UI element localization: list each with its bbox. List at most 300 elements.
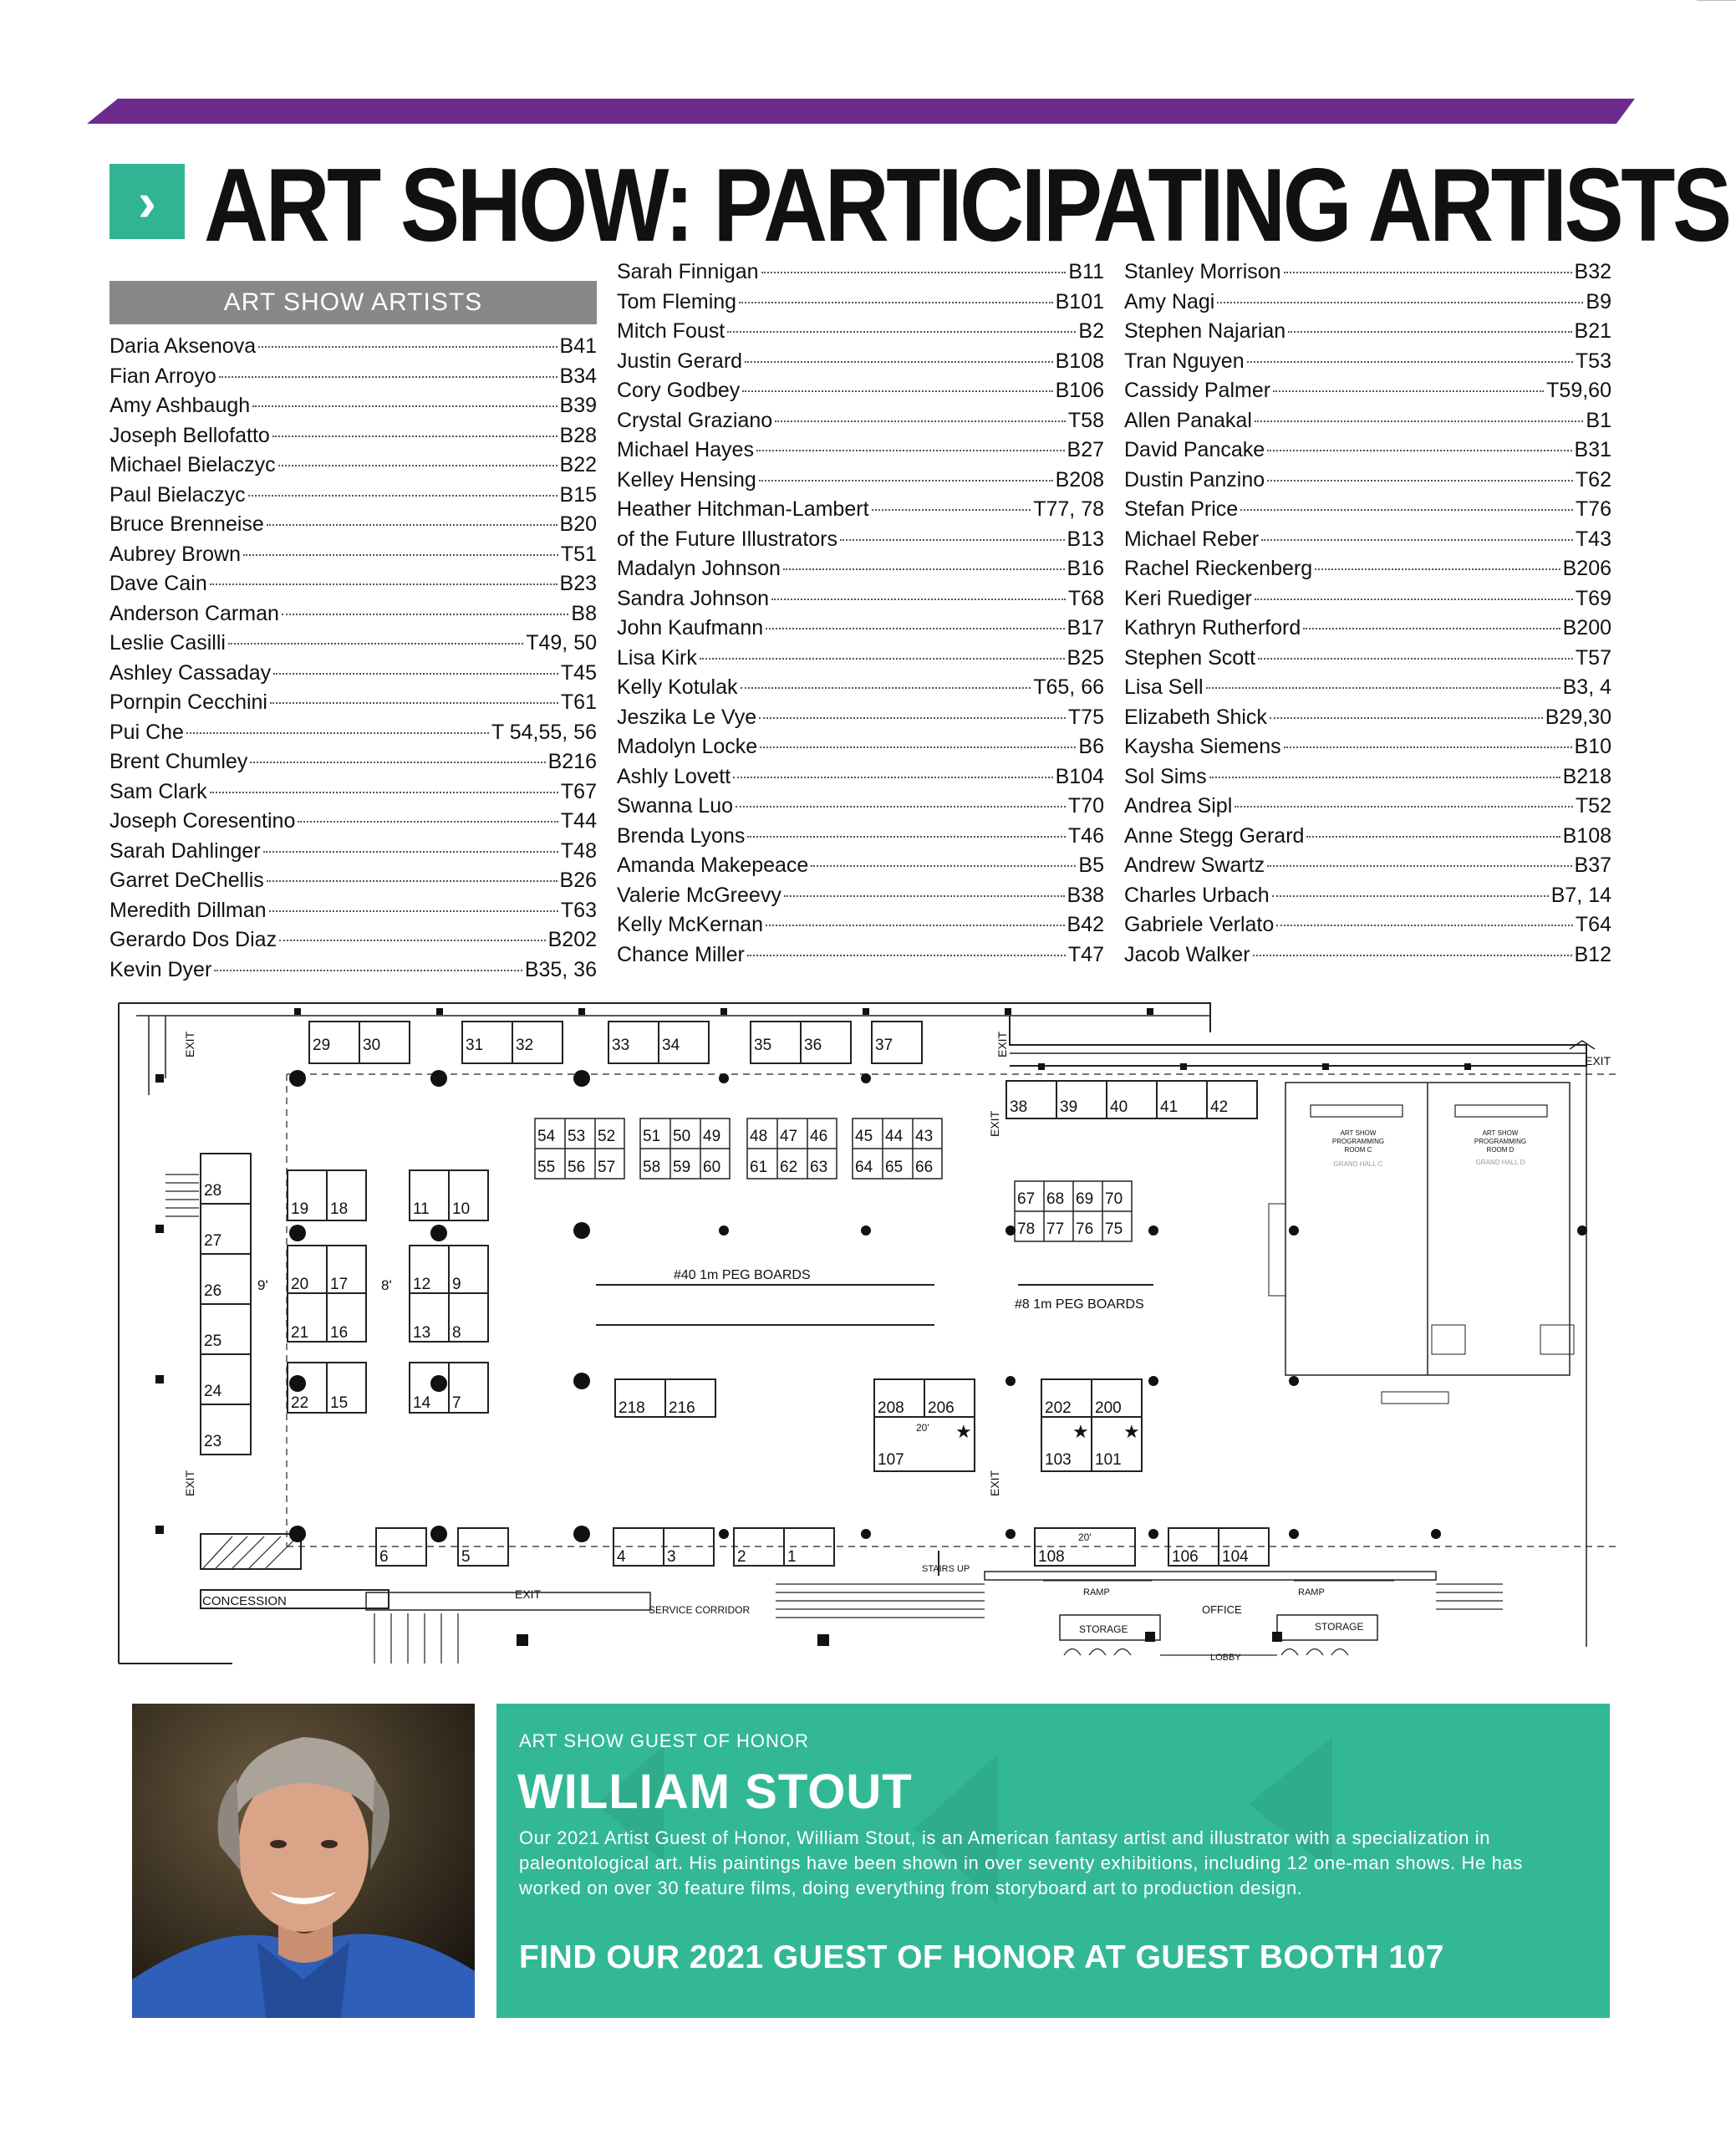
leader-dots — [1267, 480, 1573, 482]
artist-row — [1124, 349, 1611, 380]
booth-label: 16 — [330, 1324, 349, 1342]
artist-name: Joseph Bellofatto — [109, 423, 270, 447]
storage-label: STORAGE — [1315, 1621, 1364, 1633]
artist-name: Kelly McKernan — [617, 913, 764, 936]
leader-dots — [1315, 568, 1560, 570]
artist-name: Leslie Casilli — [109, 631, 226, 655]
artist-row — [617, 706, 1104, 736]
artist-row — [617, 794, 1104, 824]
artist-name: Ashly Lovett — [617, 764, 731, 788]
booth-number: T61 — [560, 690, 597, 714]
booth-label: 24 — [204, 1383, 222, 1400]
artist-name: Madolyn Locke — [617, 735, 758, 758]
booth-label: 70 — [1105, 1190, 1123, 1208]
booth-label: 55 — [537, 1159, 556, 1176]
artist-name: Sandra Johnson — [617, 586, 770, 610]
artist-name: Joseph Coresentino — [109, 809, 296, 833]
concession-label: CONCESSION — [202, 1594, 287, 1608]
artist-row — [617, 943, 1104, 973]
leader-dots — [771, 599, 1066, 600]
goh-bio: Our 2021 Artist Guest of Honor, William Stout, is an American fantasy artist and illustrator with a specialization in paleontological art. His paintings have been shown in over seventy exhibitions, including 12 one-man shows. He has worked on over 30 feature films, doing everything from storyboard art to production design. — [519, 1827, 1523, 1898]
booth-number: B216 — [547, 750, 597, 773]
artist-name: Elizabeth Shick — [1124, 705, 1267, 729]
booth-number: B3, 4 — [1562, 675, 1611, 699]
dimension-label: 20' — [1078, 1531, 1092, 1543]
leader-dots — [1206, 687, 1560, 689]
booth-number: B8 — [571, 601, 597, 625]
goh-name: WILLIAM STOUT — [517, 1765, 913, 1819]
room-d-label: PROGRAMMING — [1474, 1138, 1527, 1145]
booth-label: 5 — [461, 1548, 471, 1566]
leader-dots — [766, 628, 1064, 629]
leader-dots — [279, 940, 546, 941]
star-icon: ★ — [955, 1421, 972, 1442]
booth-label: 33 — [612, 1037, 630, 1054]
leader-dots — [1258, 658, 1573, 660]
artist-row — [617, 824, 1104, 854]
leader-dots — [228, 643, 523, 645]
booth-number: T43 — [1575, 527, 1611, 551]
booth-label: 107 — [878, 1451, 904, 1469]
booth-label: 65 — [885, 1159, 904, 1176]
leader-dots — [252, 405, 557, 407]
artist-row — [617, 557, 1104, 587]
artist-name: Valerie McGreevy — [617, 883, 781, 907]
artist-name: Kaysha Siemens — [1124, 735, 1281, 758]
artist-row — [617, 765, 1104, 795]
room-c-label: ART SHOW — [1340, 1129, 1377, 1137]
dimension-label: 20' — [916, 1422, 929, 1434]
booth-label: 62 — [780, 1159, 798, 1176]
storage-label: STORAGE — [1079, 1623, 1128, 1635]
booth-number: T 54,55, 56 — [491, 720, 597, 744]
room-d-label: ROOM D — [1486, 1146, 1515, 1154]
booth-label: 7 — [452, 1394, 461, 1412]
artist-row — [617, 468, 1104, 498]
artist-name: Swanna Luo — [617, 794, 734, 818]
booth-number: B16 — [1067, 557, 1104, 580]
artist-row — [617, 409, 1104, 439]
booth-number: T76 — [1575, 497, 1611, 521]
booth-number: B2 — [1078, 319, 1104, 343]
booth-number: T64 — [1575, 913, 1611, 936]
booth-number: B108 — [1055, 349, 1104, 373]
booth-label: 25 — [204, 1332, 222, 1350]
booth-number: B20 — [559, 512, 597, 536]
booth-label: 208 — [878, 1399, 904, 1417]
artist-name: Crystal Graziano — [617, 408, 773, 432]
booth-label: 63 — [810, 1159, 828, 1176]
artist-name: Kelly Kotulak — [617, 675, 738, 699]
booth-label: 20 — [291, 1276, 309, 1293]
booth-label: 30 — [363, 1037, 381, 1054]
booth-number: B22 — [559, 453, 597, 476]
booth-label: 77 — [1046, 1220, 1065, 1238]
leader-dots — [700, 658, 1065, 660]
artist-row — [1124, 260, 1611, 290]
leader-dots — [761, 272, 1067, 273]
booth-label: 3 — [667, 1548, 676, 1566]
booth-label: 37 — [875, 1037, 893, 1054]
booth-number: B101 — [1055, 289, 1104, 313]
booth-label: 23 — [204, 1433, 222, 1450]
leader-dots — [872, 509, 1031, 511]
booth-number: B200 — [1562, 616, 1611, 639]
exit-label: EXIT — [995, 1031, 1009, 1057]
artist-row — [1124, 616, 1611, 646]
header-accent-bar — [87, 99, 1635, 124]
booth-label: 43 — [915, 1128, 934, 1145]
artist-row — [617, 497, 1104, 527]
guest-of-honor-panel — [496, 1704, 1610, 2018]
booth-number: T63 — [560, 898, 597, 922]
booth-number: B29,30 — [1545, 705, 1611, 729]
artist-row — [109, 483, 597, 513]
artist-name: Tom Fleming — [617, 289, 737, 313]
booth-label: 8 — [452, 1324, 461, 1342]
artist-row — [1124, 735, 1611, 765]
leader-dots — [298, 821, 558, 823]
booth-label: 200 — [1095, 1399, 1122, 1417]
exit-label: EXIT — [183, 1470, 196, 1496]
leader-dots — [1306, 836, 1560, 838]
star-markers — [955, 1421, 1140, 1442]
artist-name: Aubrey Brown — [109, 542, 242, 566]
booth-label: 2 — [737, 1548, 746, 1566]
booth-label: 10 — [452, 1200, 471, 1218]
artist-name: Michael Bielaczyc — [109, 453, 276, 476]
artist-name: Heather Hitchman-Lambert — [617, 497, 869, 521]
artist-row — [1124, 290, 1611, 320]
booth-label: 67 — [1017, 1190, 1036, 1208]
gap-label: 8' — [381, 1277, 392, 1293]
leader-dots — [210, 583, 557, 585]
booth-label: 44 — [885, 1128, 904, 1145]
leader-dots — [1261, 539, 1573, 541]
leader-dots — [282, 614, 569, 615]
artist-row — [1124, 943, 1611, 973]
floor-plan — [115, 995, 1620, 1676]
leader-dots — [739, 302, 1053, 303]
booth-label: 26 — [204, 1282, 222, 1300]
booth-number: B218 — [1562, 764, 1611, 788]
artist-row — [109, 364, 597, 395]
leader-dots — [766, 925, 1064, 926]
artist-name: Gabriele Verlato — [1124, 913, 1275, 936]
artist-name: Michael Reber — [1124, 527, 1260, 551]
booth-number: B26 — [559, 869, 597, 892]
booth-label: 6 — [379, 1548, 389, 1566]
leader-dots — [1235, 806, 1573, 808]
artist-row — [617, 646, 1104, 676]
booth-number: B39 — [559, 394, 597, 417]
booth-number: B37 — [1574, 853, 1611, 877]
leader-dots — [250, 762, 545, 763]
artists-column-1 — [109, 334, 597, 987]
booth-label: 59 — [673, 1159, 691, 1176]
leader-dots — [248, 495, 557, 497]
leader-dots — [1272, 895, 1549, 897]
artist-row — [1124, 794, 1611, 824]
booth-number: T44 — [560, 809, 597, 833]
artist-row — [109, 869, 597, 899]
booth-number: B106 — [1055, 379, 1104, 402]
booth-label: 56 — [568, 1159, 586, 1176]
booth-label: 58 — [643, 1159, 661, 1176]
booth-number: T57 — [1575, 645, 1611, 670]
artist-row — [617, 527, 1104, 558]
leader-dots — [1303, 628, 1560, 629]
artists-column-3 — [1124, 260, 1611, 972]
artist-name: Pui Che — [109, 720, 184, 744]
leader-dots — [811, 865, 1076, 867]
artist-row — [1124, 853, 1611, 884]
leader-dots — [269, 910, 558, 912]
office-label: OFFICE — [1202, 1603, 1242, 1616]
booth-label: 36 — [804, 1037, 822, 1054]
ramp-label: RAMP — [1298, 1587, 1325, 1597]
booth-label: 103 — [1045, 1451, 1072, 1469]
leader-dots — [736, 806, 1066, 808]
artist-name: Cassidy Palmer — [1124, 379, 1271, 402]
booth-number: B42 — [1067, 913, 1104, 936]
artist-name: Sol Sims — [1124, 764, 1207, 788]
leader-dots — [219, 376, 557, 378]
artist-name: Rachel Rieckenberg — [1124, 557, 1313, 580]
artist-row — [109, 690, 597, 721]
booth-label: 27 — [204, 1232, 222, 1250]
booth-number: B1 — [1586, 408, 1611, 432]
service-corridor-label: SERVICE CORRIDOR — [649, 1604, 751, 1616]
booth-label: 1 — [787, 1548, 797, 1566]
leader-dots — [747, 836, 1066, 838]
booth-number: B208 — [1055, 467, 1104, 492]
booth-number: B27 — [1067, 438, 1104, 461]
artist-row — [109, 721, 597, 751]
booth-number: T46 — [1067, 823, 1104, 848]
booth-number: T62 — [1575, 467, 1611, 492]
booth-label: 45 — [855, 1128, 873, 1145]
booth-label: 39 — [1060, 1098, 1078, 1116]
artist-row — [109, 394, 597, 424]
booth-label: 17 — [330, 1276, 349, 1293]
booth-number: T65, 66 — [1033, 675, 1104, 699]
booth-number: T69 — [1575, 586, 1611, 610]
room-d-label: ART SHOW — [1482, 1129, 1519, 1137]
booth-number: T53 — [1575, 349, 1611, 373]
artist-name: Amy Nagi — [1124, 289, 1215, 313]
artist-row — [617, 438, 1104, 468]
booth-label: 32 — [516, 1037, 534, 1054]
leader-dots — [267, 880, 557, 882]
booth-number: B21 — [1574, 319, 1611, 343]
artist-row — [1124, 557, 1611, 587]
leader-dots — [1209, 777, 1560, 778]
booth-number: B206 — [1562, 557, 1611, 580]
leader-dots — [759, 480, 1053, 482]
artist-name: Mitch Foust — [617, 319, 725, 343]
artist-row — [109, 780, 597, 810]
leader-dots — [270, 702, 558, 704]
leader-dots — [273, 673, 558, 675]
artist-row — [1124, 438, 1611, 468]
leader-dots — [278, 465, 557, 466]
artist-name: Brenda Lyons — [617, 823, 746, 848]
booth-number: B12 — [1574, 942, 1611, 966]
exit-label: EXIT — [515, 1587, 542, 1601]
artist-row — [1124, 497, 1611, 527]
artist-name: Brent Chumley — [109, 750, 248, 773]
artist-name: Meredith Dillman — [109, 898, 267, 922]
booth-number: T45 — [560, 660, 597, 685]
artist-name: Justin Gerard — [617, 349, 743, 373]
booth-label: 57 — [598, 1159, 616, 1176]
booth-label: 101 — [1095, 1451, 1122, 1469]
booth-label: 15 — [330, 1394, 349, 1412]
artist-row — [617, 379, 1104, 409]
artist-name: Kelley Hensing — [617, 467, 756, 492]
booth-label: 216 — [669, 1399, 695, 1417]
leader-dots — [1255, 420, 1584, 422]
artist-row — [1124, 675, 1611, 706]
leader-dots — [267, 524, 557, 526]
booth-label: 14 — [413, 1394, 431, 1412]
artist-row — [109, 899, 597, 929]
booth-number: T70 — [1067, 794, 1104, 818]
exit-label: EXIT — [988, 1110, 1001, 1137]
leader-dots — [1276, 925, 1573, 926]
room-c-label: GRAND HALL C — [1333, 1160, 1383, 1168]
artist-name: Stephen Najarian — [1124, 319, 1286, 343]
peg-boards-8-label: #8 1m PEG BOARDS — [1015, 1297, 1144, 1312]
booth-label: 12 — [413, 1276, 431, 1293]
artist-row — [109, 750, 597, 780]
artist-row — [109, 424, 597, 454]
leader-dots — [745, 361, 1053, 363]
artist-row — [617, 587, 1104, 617]
leader-dots — [760, 746, 1076, 748]
artist-row — [109, 809, 597, 839]
booth-label: 54 — [537, 1128, 556, 1145]
booth-label: 46 — [810, 1128, 828, 1145]
booth-number: B28 — [559, 423, 597, 447]
booth-label: 69 — [1076, 1190, 1094, 1208]
leader-dots — [759, 717, 1066, 719]
booth-number: B31 — [1574, 438, 1611, 461]
leader-dots — [1267, 450, 1571, 451]
artist-name: Anderson Carman — [109, 601, 279, 625]
leader-dots — [756, 450, 1065, 451]
star-icon: ★ — [1123, 1421, 1140, 1442]
booth-label: 76 — [1076, 1220, 1094, 1238]
booth-label: 52 — [598, 1128, 616, 1145]
booth-number: B34 — [559, 364, 597, 388]
booth-number: B13 — [1067, 527, 1104, 551]
exit-label: EXIT — [988, 1470, 1001, 1496]
booth-label: 9 — [452, 1276, 461, 1293]
gap-label: 9' — [257, 1277, 268, 1293]
artist-name: Gerardo Dos Diaz — [109, 928, 277, 951]
leader-dots — [1273, 390, 1544, 392]
artist-row — [109, 453, 597, 483]
artists-list-heading: ART SHOW ARTISTS — [109, 281, 597, 324]
artist-row — [617, 884, 1104, 914]
booth-label: 21 — [291, 1324, 309, 1342]
artist-name: Andrea Sipl — [1124, 794, 1233, 818]
artist-row — [109, 928, 597, 958]
exit-label: EXIT — [1585, 1054, 1611, 1067]
booth-label: 4 — [617, 1548, 626, 1566]
artist-row — [1124, 646, 1611, 676]
artist-name: Sarah Dahlinger — [109, 838, 261, 863]
leader-dots — [784, 895, 1065, 897]
leader-dots — [742, 390, 1052, 392]
artist-name: Ashley Cassaday — [109, 660, 272, 685]
booth-number: B202 — [547, 928, 597, 951]
booth-label: 75 — [1105, 1220, 1123, 1238]
booth-label: 48 — [750, 1128, 768, 1145]
artist-row — [109, 958, 597, 988]
artist-row — [109, 839, 597, 869]
booth-number: B5 — [1078, 853, 1104, 877]
leader-dots — [1288, 331, 1571, 333]
goh-kicker: ART SHOW GUEST OF HONOR — [519, 1730, 809, 1751]
artist-row — [1124, 913, 1611, 943]
booth-label: 49 — [703, 1128, 721, 1145]
artist-row — [109, 661, 597, 691]
artist-row — [109, 334, 597, 364]
booth-label: 40 — [1110, 1098, 1128, 1116]
artist-name: Dustin Panzino — [1124, 467, 1265, 492]
leader-dots — [1253, 955, 1572, 956]
goh-booth-callout: FIND OUR 2021 GUEST OF HONOR AT GUEST BOOTH 107 — [519, 1939, 1444, 1975]
peg-boards-40-label: #40 1m PEG BOARDS — [674, 1268, 811, 1282]
booth-label: 68 — [1046, 1190, 1065, 1208]
booth-label: 206 — [928, 1399, 955, 1417]
booth-number: B108 — [1562, 823, 1611, 848]
booth-label: 38 — [1010, 1098, 1028, 1116]
booth-label: 31 — [466, 1037, 484, 1054]
leader-dots — [1240, 509, 1573, 511]
artist-name: Sam Clark — [109, 779, 207, 803]
booth-label: 50 — [673, 1128, 691, 1145]
artist-row — [1124, 379, 1611, 409]
leader-dots — [741, 687, 1031, 689]
room-d-label: GRAND HALL D — [1475, 1159, 1525, 1166]
artist-name: Fian Arroyo — [109, 364, 216, 388]
artist-row — [617, 735, 1104, 765]
artist-row — [109, 572, 597, 602]
leader-dots — [243, 554, 558, 556]
leader-dots — [272, 436, 557, 437]
artist-row — [617, 319, 1104, 349]
artist-row — [109, 602, 597, 632]
booth-number: T47 — [1067, 942, 1104, 966]
artist-name: Charles Urbach — [1124, 883, 1270, 907]
artist-row — [617, 853, 1104, 884]
artist-name: Madalyn Johnson — [617, 557, 781, 580]
booth-number: T67 — [560, 779, 597, 803]
booth-label: 22 — [291, 1394, 309, 1412]
artist-name: Dave Cain — [109, 572, 207, 595]
artist-row — [1124, 765, 1611, 795]
booth-label: 13 — [413, 1324, 431, 1342]
leader-dots — [775, 420, 1066, 422]
leader-dots — [1255, 599, 1573, 600]
artist-row — [617, 349, 1104, 380]
booth-label: 61 — [750, 1159, 768, 1176]
booth-label: 60 — [703, 1159, 721, 1176]
